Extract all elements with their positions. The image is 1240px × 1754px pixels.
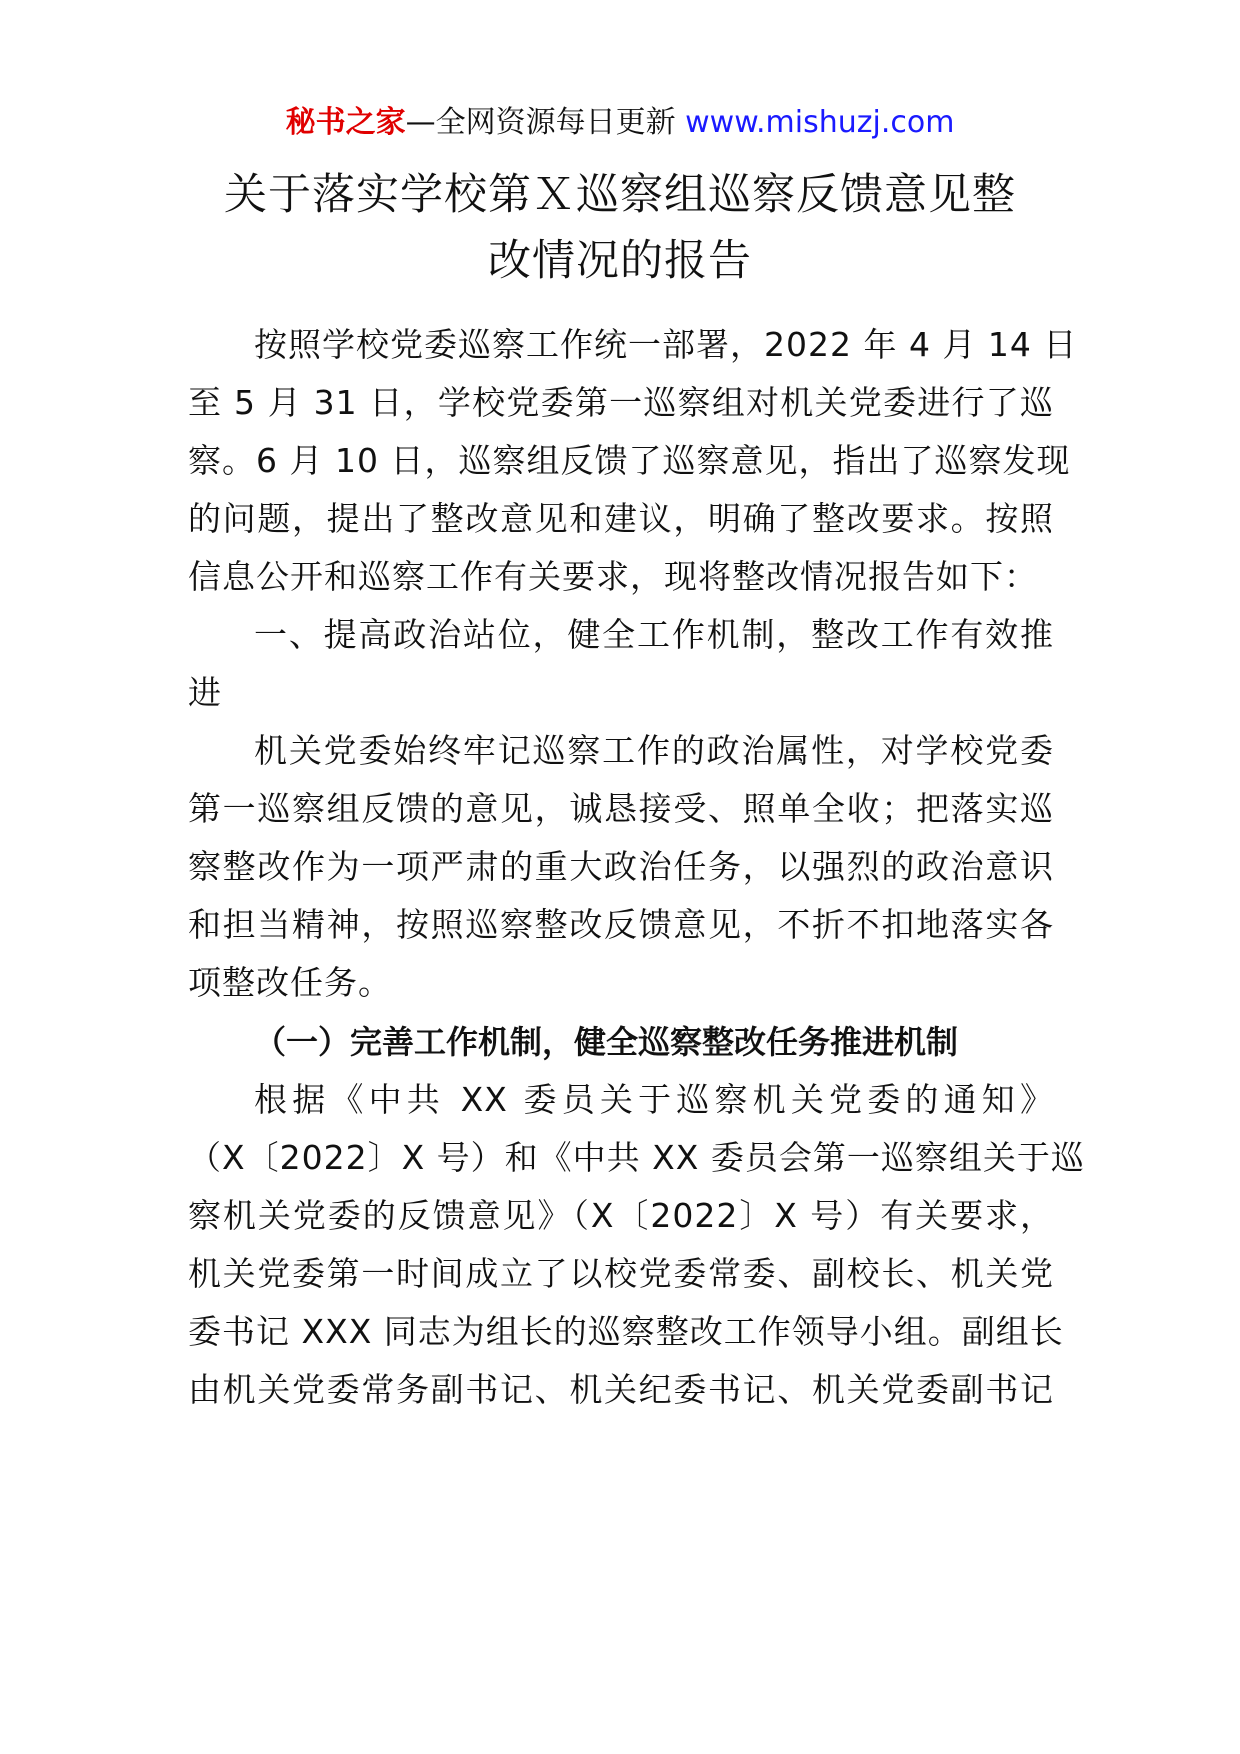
paragraph-line: 察机关党委的反馈意见》（X〔2022〕X 号）有关要求，: [188, 1196, 1054, 1235]
paragraph-line: 至 5 月 31 日，学校党委第一巡察组对机关党委进行了巡: [188, 383, 1054, 422]
subsection-heading: （一）完善工作机制，健全巡察整改任务推进机制: [254, 1023, 959, 1061]
paragraph-line: 察整改作为一项严肃的重大政治任务，以强烈的政治意识: [188, 847, 1054, 886]
paragraph-line: 由机关党委常务副书记、机关纪委书记、机关党委副书记: [188, 1370, 1054, 1409]
document-title-line-2: 改情况的报告: [488, 236, 752, 286]
section-heading-line: 一、提高政治站位，健全工作机制，整改工作有效推: [254, 615, 1054, 654]
paragraph-line: 机关党委始终牢记巡察工作的政治属性，对学校党委: [254, 731, 1054, 770]
paragraph-line: 项整改任务。: [188, 963, 392, 1002]
paragraph-line: 的问题，提出了整改意见和建议，明确了整改要求。按照: [188, 499, 1054, 538]
brand-name: 秘书之家: [285, 105, 406, 140]
site-header: [0, 103, 1240, 143]
paragraph-line: 按照学校党委巡察工作统一部署，2022 年 4 月 14 日: [254, 325, 1078, 364]
document-title-line-1: 关于落实学校第Ｘ巡察组巡察反馈意见整: [224, 170, 1016, 220]
paragraph-line: 察。6 月 10 日，巡察组反馈了巡察意见，指出了巡察发现: [188, 441, 1071, 480]
site-url-link[interactable]: www.mishuzj.com: [685, 105, 955, 140]
paragraph-line: （X〔2022〕X 号）和《中共 XX 委员会第一巡察组关于巡: [188, 1138, 1085, 1177]
paragraph-line: 机关党委第一时间成立了以校党委常委、副校长、机关党: [188, 1254, 1054, 1293]
header-slogan: —全网资源每日更新: [405, 105, 676, 140]
section-heading-line: 进: [188, 673, 222, 712]
paragraph-line: 第一巡察组反馈的意见，诚恳接受、照单全收；把落实巡: [188, 789, 1054, 828]
paragraph-line: 委书记 XXX 同志为组长的巡察整改工作领导小组。副组长: [188, 1312, 1064, 1351]
paragraph-line: 和担当精神，按照巡察整改反馈意见，不折不扣地落实各: [188, 905, 1054, 944]
paragraph-line: 信息公开和巡察工作有关要求，现将整改情况报告如下：: [188, 557, 1038, 596]
paragraph-line: 根据《中共 XX 委员关于巡察机关党委的通知》: [254, 1080, 1054, 1119]
